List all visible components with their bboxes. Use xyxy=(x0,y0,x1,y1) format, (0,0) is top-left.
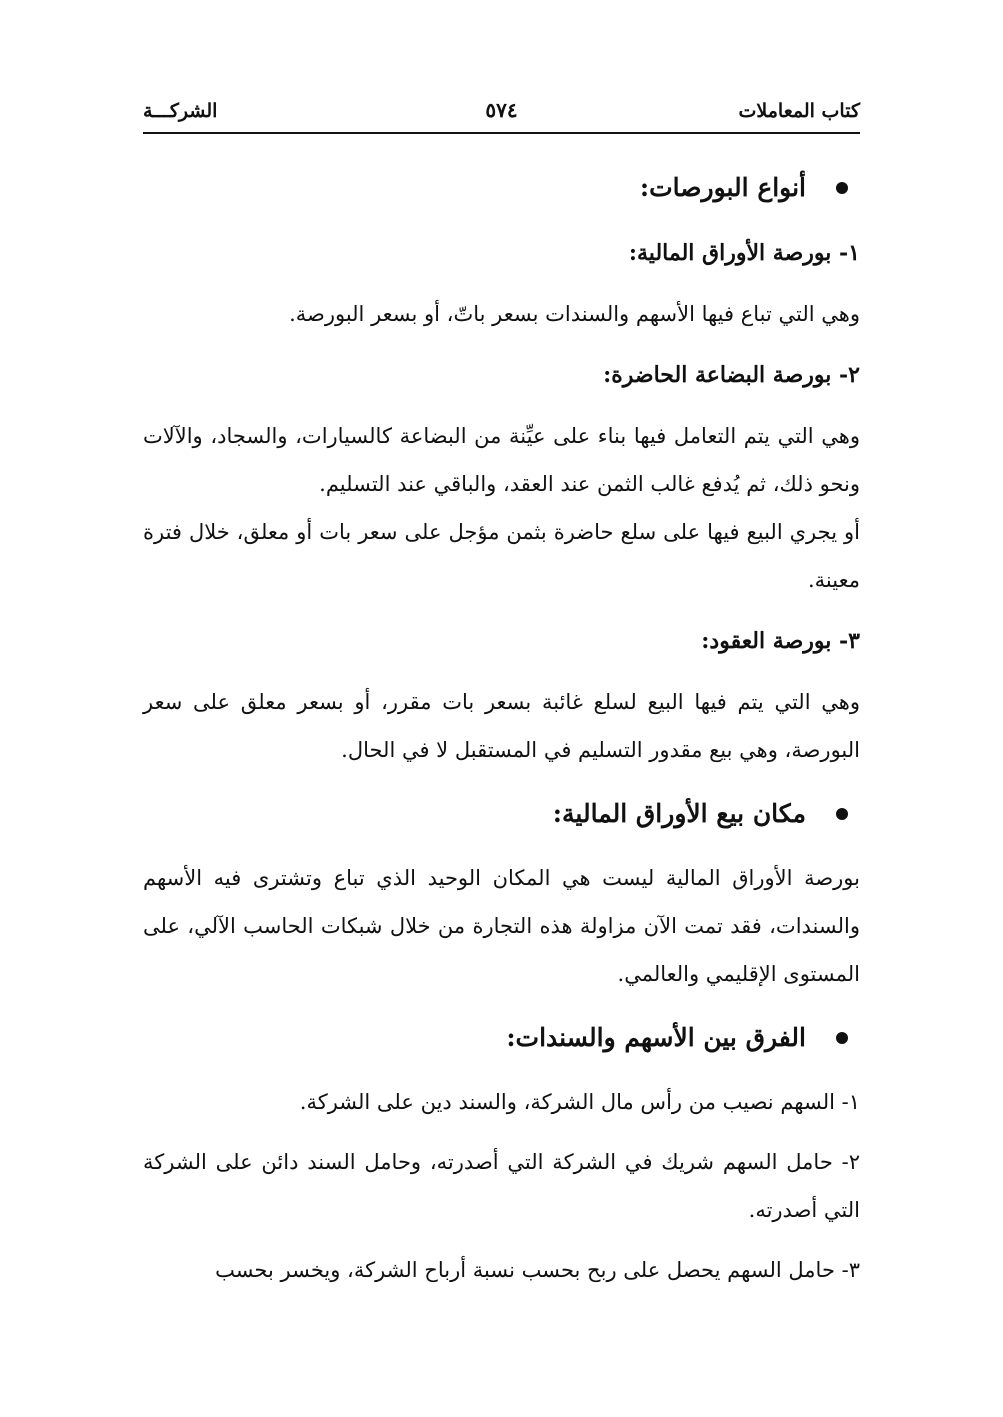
difference-item-2: ٢- حامل السهم شريك في الشركة التي أصدرته، وحامل السند دائن على الشركة التي أصدرته. xyxy=(143,1150,860,1222)
bullet-icon xyxy=(836,182,848,194)
paragraph-securities-exchange: وهي التي تباع فيها الأسهم والسندات بسعر باتّ، أو بسعر البورصة. xyxy=(289,302,860,326)
heading-shares-bonds-difference xyxy=(143,1010,860,1066)
difference-item-1: ١- السهم نصيب من رأس مال الشركة، والسند دين على الشركة. xyxy=(299,1090,860,1114)
subheading-contracts-exchange: ٣- بورصة العقود: xyxy=(701,628,860,654)
bullet-icon xyxy=(836,1032,848,1044)
page-body xyxy=(143,160,860,1294)
subheading-spot-exchange: ٢- بورصة البضاعة الحاضرة: xyxy=(603,362,860,388)
paragraph-spot-exchange-1: وهي التي يتم التعامل فيها بناء على عيِّنة من البضاعة كالسيارات، والسجاد، والآلات ونحو ذلك، ثم يُدفع غالب الثمن عند العقد، والباقي عند التسليم. xyxy=(143,424,860,496)
book-title: كتاب المعاملات xyxy=(738,100,860,122)
running-header xyxy=(143,96,860,134)
heading-text: الفرق بين الأسهم والسندات: xyxy=(506,1023,806,1052)
subheading-securities-exchange: ١- بورصة الأوراق المالية: xyxy=(628,240,860,266)
heading-exchange-types xyxy=(143,160,860,216)
page-number: ٥٧٤ xyxy=(485,98,518,122)
paragraph-securities-place: بورصة الأوراق المالية ليست هي المكان الوحيد الذي تباع وتشترى فيه الأسهم والسندات، فقد تمت الآن مزاولة هذه التجارة من خلال شبكات الحاسب الآلي، على المستوى الإقليمي والعالمي. xyxy=(143,866,860,986)
difference-item-3: ٣- حامل السهم يحصل على ربح بحسب نسبة أرباح الشركة، ويخسر بحسب xyxy=(215,1258,860,1282)
heading-text: مكان بيع الأوراق المالية: xyxy=(552,799,806,828)
chapter-title: الشركـــة xyxy=(143,100,218,122)
heading-securities-place xyxy=(143,786,860,842)
heading-text: أنواع البورصات: xyxy=(639,173,806,202)
paragraph-contracts-exchange: وهي التي يتم فيها البيع لسلع غائبة بسعر بات مقرر، أو بسعر معلق على سعر البورصة، وهي بيع مقدور التسليم في المستقبل لا في الحال. xyxy=(143,690,860,762)
bullet-icon xyxy=(836,808,848,820)
paragraph-spot-exchange-2: أو يجري البيع فيها على سلع حاضرة بثمن مؤجل على سعر بات أو معلق، خلال فترة معينة. xyxy=(143,520,860,592)
